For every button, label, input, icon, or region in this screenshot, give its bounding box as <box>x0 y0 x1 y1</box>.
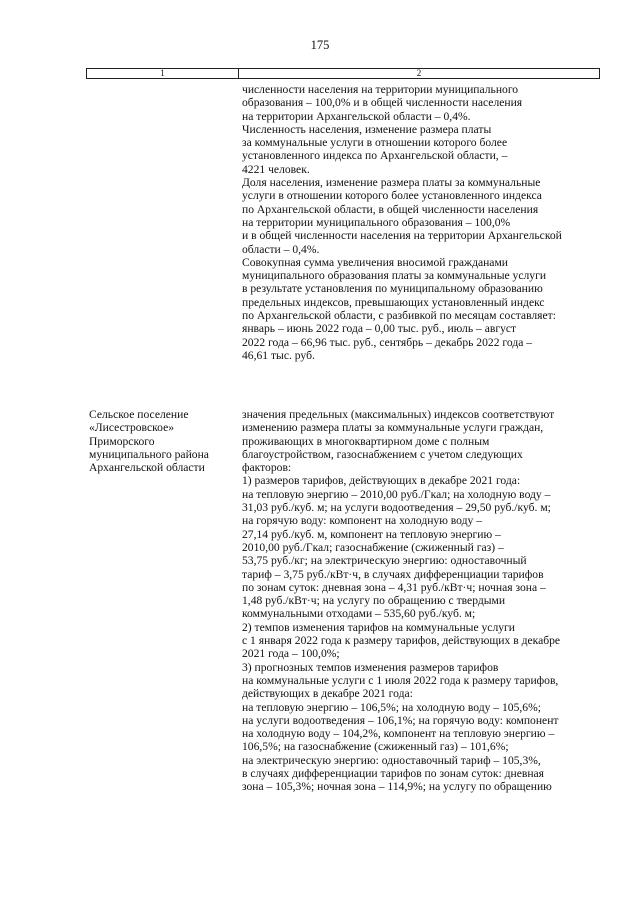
text-line: по зонам суток: дневная зона – 4,31 руб./кВт·ч; ночная зона – <box>242 580 546 594</box>
text-line: Доля населения, изменение размера платы за коммунальные <box>242 176 541 190</box>
text-line: изменению размера платы за коммунальные услуги граждан, <box>242 421 544 435</box>
text-line: Численность населения, изменение размера платы <box>242 122 492 136</box>
text-line: за коммунальные услуги в отношении которого более <box>242 136 508 150</box>
text-line: 2010,00 руб./Гкал; газоснабжение (сжиженный газ) – <box>242 540 504 554</box>
text-line: установленного индекса по Архангельской области, – <box>242 149 508 163</box>
text-line: 106,5%; на газоснабжение (сжиженный газ) – 101,6%; <box>242 740 509 754</box>
text-line: 2022 года – 66,96 тыс. руб., сентябрь – декабрь 2022 года – <box>242 335 533 349</box>
text-line: январь – июнь 2022 года – 0,00 тыс. руб., июль – август <box>242 322 517 336</box>
text-line: проживающих в многоквартирном доме с полным <box>242 434 490 448</box>
text-line: 53,75 руб./кг; на электрическую энергию: одноставочный <box>242 554 527 568</box>
text-line: действующих в декабре 2021 года: <box>242 687 413 701</box>
text-line: в случаях дифференциации тарифов по зонам суток: дневная <box>242 767 545 781</box>
text-line: 4221 человек. <box>242 162 310 176</box>
text-line: 3) прогнозных темпов изменения размеров тарифов <box>242 660 499 674</box>
text-line: благоустройством, газоснабжением с учетом следующих <box>242 447 523 461</box>
header-col-1: 1 <box>87 69 239 78</box>
text-line: муниципального района <box>89 447 209 461</box>
text-line: факторов: <box>242 461 292 475</box>
text-line: и в общей численности населения на территории Архангельской <box>242 229 562 243</box>
text-line: с 1 января 2022 года к размеру тарифов, действующих в декабре <box>242 634 561 648</box>
text-line: предельных индексов, превышающих установленный индекс <box>242 295 545 309</box>
text-line: зона – 105,3%; ночная зона – 114,9%; на услугу по обращению <box>242 780 552 794</box>
text-line: «Лисестровское» <box>89 421 175 435</box>
text-line: коммунальными отходами – 535,60 руб./куб. м; <box>242 607 476 621</box>
text-line: 46,61 тыс. руб. <box>242 348 315 362</box>
text-line: численности населения на территории муниципального <box>242 83 519 96</box>
bottom-block <box>242 408 602 794</box>
text-line: Архангельской области <box>89 461 205 475</box>
text-line: на тепловую энергию – 2010,00 руб./Гкал; на холодную воду – <box>242 487 551 501</box>
table-header-row <box>86 68 600 79</box>
text-line: Приморского <box>89 434 155 448</box>
text-line: значения предельных (максимальных) индексов соответствуют <box>242 408 555 421</box>
text-line: по Архангельской области, с разбивкой по месяцам составляет: <box>242 309 556 323</box>
municipality-name <box>89 408 237 474</box>
text-line: 2) темпов изменения тарифов на коммунальные услуги <box>242 620 515 634</box>
text-line: услуги в отношении которого более установленного индекса <box>242 189 542 203</box>
text-line: Совокупная сумма увеличения вносимой гражданами <box>242 255 508 269</box>
text-line: муниципального образования платы за коммунальные услуги <box>242 269 547 283</box>
text-line: 27,14 руб./куб. м, компонент на тепловую энергию – <box>242 527 501 541</box>
text-line: на территории муниципального образования – 100,0% <box>242 215 511 229</box>
header-col-2: 2 <box>416 68 422 78</box>
text-line: 2021 года – 100,0%; <box>242 647 340 661</box>
text-line: по Архангельской области, в общей численности населения <box>242 202 539 216</box>
text-line: на холодную воду – 104,2%, компонент на тепловую энергию – <box>242 727 555 741</box>
text-line: на коммунальные услуги с 1 июля 2022 года к размеру тарифов, <box>242 673 559 687</box>
text-line: области – 0,4%. <box>242 242 320 256</box>
text-line: на тепловую энергию – 106,5%; на холодную воду – 105,6%; <box>242 700 541 714</box>
text-line: Сельское поселение <box>89 408 189 421</box>
text-line: на территории Архангельской области – 0,4%. <box>242 109 471 123</box>
page-number: 175 <box>310 38 330 52</box>
text-line: 1) размеров тарифов, действующих в декабре 2021 года: <box>242 474 521 488</box>
top-block <box>242 83 602 362</box>
text-line: образования – 100,0% и в общей численности населения <box>242 96 523 110</box>
text-line: на электрическую энергию: одноставочный тариф – 105,3%, <box>242 753 541 767</box>
text-line: на услуги водоотведения – 106,1%; на горячую воду: компонент <box>242 713 559 727</box>
text-line: 31,03 руб./куб. м; на услуги водоотведения – 29,50 руб./куб. м; <box>242 501 551 515</box>
text-line: в результате установления по муниципальному образованию <box>242 282 543 296</box>
text-line: тариф – 3,75 руб./кВт·ч, в случаях дифференциации тарифов <box>242 567 544 581</box>
text-line: 1,48 руб./кВт·ч; на услугу по обращению с твердыми <box>242 594 506 608</box>
text-line: на горячую воду: компонент на холодную воду – <box>242 514 483 528</box>
